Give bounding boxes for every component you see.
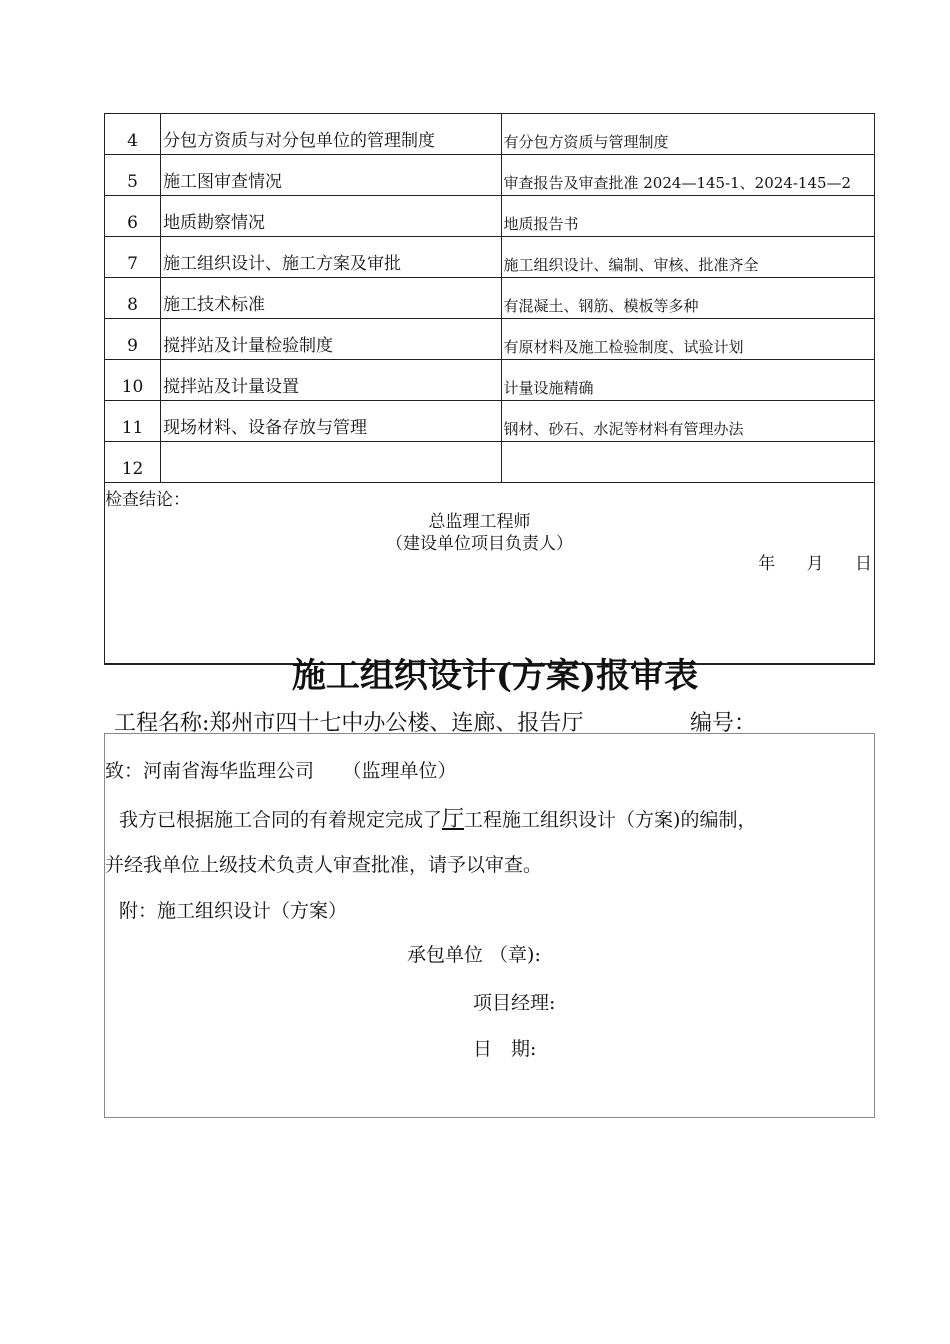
attachment-line: 附：施工组织设计（方案） [119, 900, 348, 922]
row-item: 分包方资质与对分包单位的管理制度 [161, 114, 501, 155]
row-result: 有原材料及施工检验制度、试验计划 [501, 319, 875, 360]
number-label: 编号： [690, 711, 757, 736]
row-number: 10 [105, 360, 161, 401]
row-item [161, 442, 501, 483]
row-result [501, 442, 875, 483]
body-line-1 [119, 802, 756, 833]
check-table [104, 113, 875, 665]
manager-line: 项目经理: [473, 992, 556, 1014]
table-row [105, 278, 875, 319]
conclusion-label: 检查结论： [105, 490, 190, 510]
date-line: 日 期: [473, 1038, 537, 1060]
table-row [105, 401, 875, 442]
chief-engineer-label: 总监理工程师 [428, 512, 531, 532]
row-number: 5 [105, 155, 161, 196]
row-number: 7 [105, 237, 161, 278]
row-result: 施工组织设计、编制、审核、批准齐全 [501, 237, 875, 278]
row-result: 审查报告及审查批准 2024—145-1、2024-145—2 [501, 155, 875, 196]
body-line-2: 并经我单位上级技术负责人审查批准，请予以审查。 [105, 854, 543, 876]
conclusion-row [105, 483, 875, 665]
body-underlined: 厅 [442, 807, 465, 832]
body-part-1: 我方已根据施工合同的有着规定完成了 [119, 809, 443, 831]
row-number: 8 [105, 278, 161, 319]
form-title: 施工组织设计(方案)报审表 [291, 656, 699, 696]
table-row [105, 155, 875, 196]
row-item: 施工技术标准 [161, 278, 501, 319]
project-name: 工程名称:郑州市四十七中办公楼、连廊、报告厅 [114, 711, 584, 736]
body-part-2: 工程施工组织设计（方案)的编制， [464, 809, 757, 831]
row-item: 地质勘察情况 [161, 196, 501, 237]
table-row [105, 442, 875, 483]
row-item: 施工图审查情况 [161, 155, 501, 196]
conclusion-date: 年 月 日 [758, 554, 872, 574]
row-number: 11 [105, 401, 161, 442]
row-item: 现场材料、设备存放与管理 [161, 401, 501, 442]
table-row [105, 114, 875, 155]
row-result: 钢材、砂石、水泥等材料有管理办法 [501, 401, 875, 442]
submission-form-box [104, 733, 875, 1118]
owner-rep-label: （建设单位项目负责人） [386, 534, 573, 554]
row-number: 9 [105, 319, 161, 360]
table-row [105, 196, 875, 237]
row-item: 搅拌站及计量设置 [161, 360, 501, 401]
table-row [105, 360, 875, 401]
row-item: 施工组织设计、施工方案及审批 [161, 237, 501, 278]
row-number: 6 [105, 196, 161, 237]
to-line: 致：河南省海华监理公司 （监理单位） [105, 760, 457, 782]
table-row [105, 237, 875, 278]
row-result: 地质报告书 [501, 196, 875, 237]
table-row [105, 319, 875, 360]
row-result: 有混凝土、钢筋、模板等多种 [501, 278, 875, 319]
contractor-line: 承包单位 （章): [407, 944, 541, 966]
row-result: 有分包方资质与管理制度 [501, 114, 875, 155]
row-number: 12 [105, 442, 161, 483]
row-number: 4 [105, 114, 161, 155]
row-item: 搅拌站及计量检验制度 [161, 319, 501, 360]
conclusion-cell [105, 483, 875, 665]
row-result: 计量设施精确 [501, 360, 875, 401]
